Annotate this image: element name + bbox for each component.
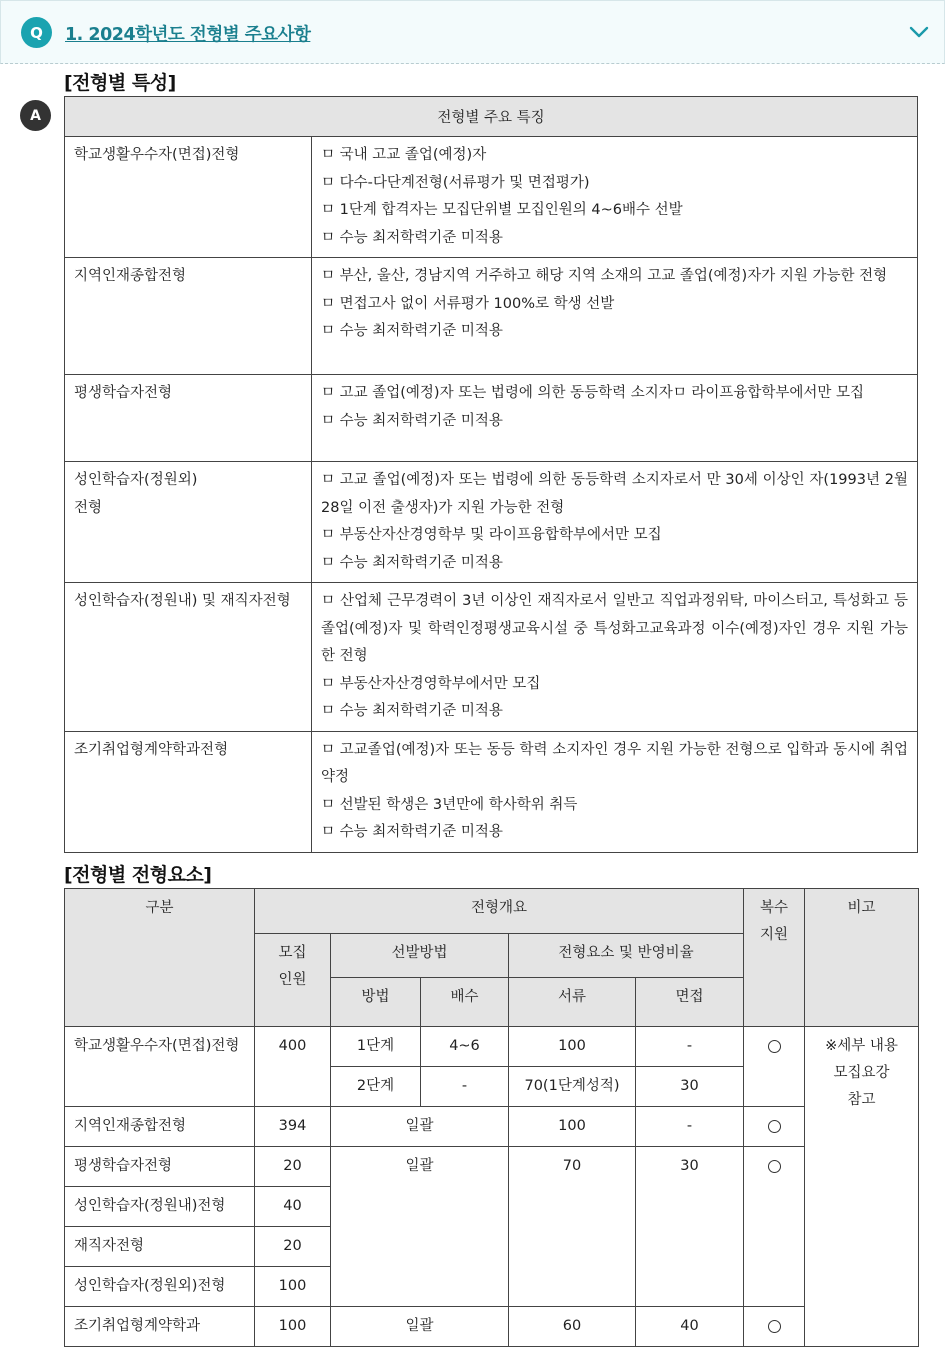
row-quota: 400 [255,1027,331,1107]
row-name: 재직자전형 [65,1227,255,1267]
feature-line: ㅁ 수능 최저학력기준 미적용 [321,412,503,429]
circle-icon [768,1320,781,1333]
section2-title: [전형별 전형요소] [64,864,212,886]
multi-apply-mark [744,1307,805,1347]
admission-type-features [312,731,918,852]
question-header[interactable] [0,0,945,64]
feature-line: ㅁ 선발된 학생은 3년만에 학사학위 취득 [321,796,578,813]
header-method-group: 선발방법 [331,934,509,978]
row-interview: - [636,1107,744,1147]
row-name: 지역인재종합전형 [65,1107,255,1147]
admission-type-features [312,258,918,375]
circle-icon [768,1160,781,1173]
row-name: 조기취업형계약학과 [65,1307,255,1347]
multi-apply-mark [744,1147,805,1307]
admission-type-name: 평생학습자전형 [65,375,312,462]
note-cell: ※세부 내용 모집요강 참고 [805,1027,919,1347]
row-ratio: 4~6 [421,1027,509,1067]
feature-row [65,583,918,732]
feature-line: ㅁ 고교졸업(예정)자 또는 동등 학력 소지자인 경우 지원 가능한 전형으로 입학과 동시에 취업약정 [321,741,908,785]
section1-title: [전형별 특성] [64,72,176,94]
row-docs: 70 [509,1147,636,1307]
row-method: 1단계 [331,1027,421,1067]
feature-row [65,731,918,852]
header-gubun: 구분 [65,889,255,1027]
feature-row [65,462,918,583]
header-note: 비고 [805,889,919,1027]
feature-row [65,137,918,258]
feature-line: ㅁ 부동산자산경영학부에서만 모집 [321,675,541,692]
admission-type-name: 성인학습자(정원외) 전형 [65,462,312,583]
header-method: 방법 [331,978,421,1027]
row-method: 일괄 [331,1147,509,1307]
row-interview: 30 [636,1067,744,1107]
question-badge: Q [21,17,52,48]
admission-elements-table [64,888,919,1347]
feature-line: ㅁ 수능 최저학력기준 미적용 [321,323,503,339]
admission-type-name: 성인학습자(정원내) 및 재직자전형 [65,583,312,732]
admission-type-features [312,137,918,258]
feature-line: ㅁ 면접고사 없이 서류평가 100%로 학생 선발 [321,295,615,312]
answer-badge: A [20,100,51,131]
row-quota: 20 [255,1147,331,1187]
admission-features-table [64,96,918,853]
feature-row [65,375,918,462]
row-quota: 20 [255,1227,331,1267]
header-elements: 전형요소 및 반영비율 [509,934,744,978]
feature-line: ㅁ 1단계 합격자는 모집단위별 모집인원의 4~6배수 선발 [321,202,683,218]
row-name: 학교생활우수자(면접)전형 [65,1027,255,1107]
feature-line: ㅁ 수능 최저학력기준 미적용 [321,554,503,571]
header-overview: 전형개요 [255,889,744,934]
row-name: 성인학습자(정원외)전형 [65,1267,255,1307]
table-header: 전형별 주요 특징 [65,97,918,137]
feature-line: ㅁ 산업체 근무경력이 3년 이상인 재직자로서 일반고 직업과정위탁, 마이스터고, 특성화고 등 졸업(예정)자 및 학력인정평생교육시설 중 특성화고교육과정 이수(예정)자인 경우 지원 가능한 전형 [321,593,908,664]
feature-line: ㅁ 부산, 울산, 경남지역 거주하고 해당 지역 소재의 고교 졸업(예정)자가 지원 가능한 전형 [321,268,888,284]
admission-type-name: 지역인재종합전형 [65,258,312,375]
header-interview: 면접 [636,978,744,1027]
circle-icon [768,1120,781,1133]
row-name: 성인학습자(정원내)전형 [65,1187,255,1227]
header-ratio: 배수 [421,978,509,1027]
row-name: 평생학습자전형 [65,1147,255,1187]
admission-type-features [312,583,918,732]
feature-line: ㅁ 다수-다단계전형(서류평가 및 면접평가) [321,174,590,191]
feature-line: ㅁ 부동산자산경영학부 및 라이프융합학부에서만 모집 [321,527,662,543]
row-method: 일괄 [331,1107,509,1147]
row-quota: 100 [255,1267,331,1307]
row-quota: 40 [255,1187,331,1227]
row-interview: - [636,1027,744,1067]
multi-apply-mark [744,1027,805,1107]
row-method: 2단계 [331,1067,421,1107]
feature-line: ㅁ 수능 최저학력기준 미적용 [321,229,503,246]
header-multi: 복수 지원 [744,889,805,1027]
admission-type-name: 학교생활우수자(면접)전형 [65,137,312,258]
row-quota: 100 [255,1307,331,1347]
feature-row [65,258,918,375]
row-interview: 30 [636,1147,744,1307]
feature-line: ㅁ 고교 졸업(예정)자 또는 법령에 의한 동등학력 소지자로서 만 30세 이상인 자(1993년 2월 28일 이전 출생자)가 지원 가능한 전형 [321,472,908,516]
header-docs: 서류 [509,978,636,1027]
feature-line: ㅁ 수능 최저학력기준 미적용 [321,703,503,719]
question-title[interactable]: 1. 2024학년도 전형별 주요사항 [65,25,311,45]
multi-apply-mark [744,1107,805,1147]
row-ratio: - [421,1067,509,1107]
row-quota: 394 [255,1107,331,1147]
circle-icon [768,1040,781,1053]
feature-line: ㅁ 국내 고교 졸업(예정)자 [321,147,487,163]
row-docs: 100 [509,1107,636,1147]
admission-type-features [312,375,918,462]
row-docs: 60 [509,1307,636,1347]
header-quota: 모집 인원 [255,934,331,1027]
admission-type-features [312,462,918,583]
row-docs: 70(1단계성적) [509,1067,636,1107]
row-docs: 100 [509,1027,636,1067]
chevron-down-icon[interactable] [908,23,930,41]
admission-type-name: 조기취업형계약학과전형 [65,731,312,852]
row-method: 일괄 [331,1307,509,1347]
feature-line: ㅁ 고교 졸업(예정)자 또는 법령에 의한 동등학력 소지자ㅁ 라이프융합학부에서만 모집 [321,385,865,401]
row-interview: 40 [636,1307,744,1347]
feature-line: ㅁ 수능 최저학력기준 미적용 [321,824,503,840]
